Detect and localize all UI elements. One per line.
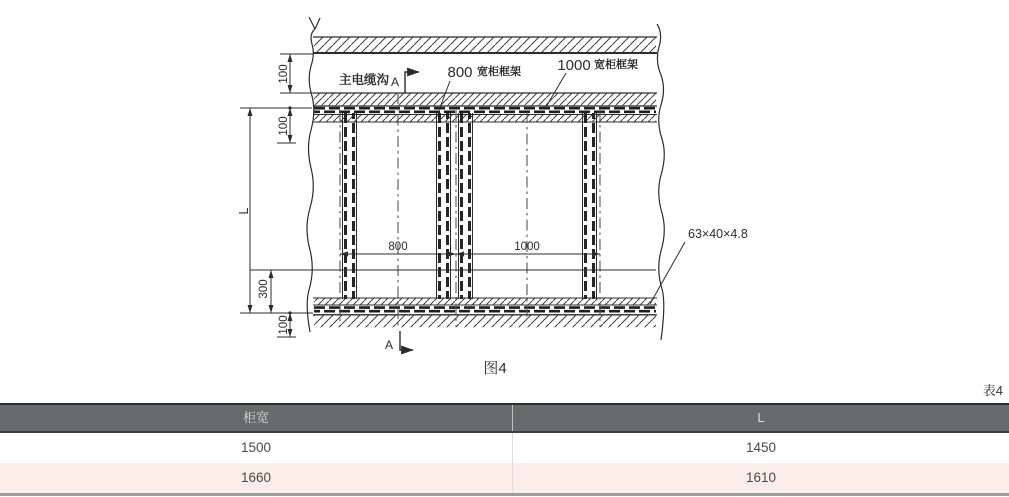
table-cell: 1610 xyxy=(512,463,1009,493)
table-cell: 1450 xyxy=(512,433,1009,463)
dim-length-L: L xyxy=(237,207,251,215)
table-header-cabinet-width: 柜宽 xyxy=(242,410,269,425)
table-header-row xyxy=(0,405,1009,433)
table-header-L: L xyxy=(512,405,1009,431)
bottom-inner-hatch-strip xyxy=(313,298,657,305)
frame-800-value: 800 xyxy=(447,64,473,81)
angle-steel-leader xyxy=(650,242,685,304)
dim-bottom-span: 300 xyxy=(258,279,270,299)
frame-1000-suffix: 宽柜框架 xyxy=(594,59,638,71)
table-bottom-border xyxy=(0,493,1009,496)
dim-cabinet-800: 800 xyxy=(388,241,408,253)
cabinet-frame-members xyxy=(343,113,597,299)
top-frame-member xyxy=(314,108,656,112)
cable-trench-label: 主电缆沟 xyxy=(338,73,390,87)
top-inner-hatch-strip xyxy=(313,115,657,123)
dim-trench-width: 100 xyxy=(278,64,290,84)
frame-1000-value: 1000 xyxy=(557,57,591,74)
angle-steel-spec: 63×40×4.8 xyxy=(688,227,748,241)
section-mark-top-arrow xyxy=(405,72,419,93)
section-mark-bottom-arrow xyxy=(400,331,413,350)
table-row xyxy=(0,463,1009,493)
frame-member xyxy=(343,113,357,299)
section-mark-top-label: A xyxy=(390,75,400,89)
data-table xyxy=(0,403,1009,496)
dimension-texts xyxy=(237,64,290,334)
table-cell: 1660 xyxy=(240,470,272,485)
table-row xyxy=(0,433,1009,463)
section-mark-bottom-label: A xyxy=(384,338,394,352)
bottom-frame-member xyxy=(314,308,656,312)
frame-member xyxy=(459,113,473,299)
frame-member xyxy=(437,113,451,299)
bottom-wall-band xyxy=(313,315,657,328)
table-tag: 表4 xyxy=(982,383,1003,398)
break-line-left xyxy=(307,17,320,332)
table-cell: 1500 xyxy=(240,440,272,455)
dim-cabinet-1000: 1000 xyxy=(514,241,540,253)
trench-inner-band xyxy=(313,93,657,106)
frame-800-suffix: 宽柜框架 xyxy=(477,66,521,78)
frame-member xyxy=(583,113,597,299)
dim-frame-inset: 100 xyxy=(278,116,290,136)
break-line-right xyxy=(657,24,664,340)
dim-bottom-inset: 100 xyxy=(278,315,290,335)
figure-caption: 图4 xyxy=(483,360,507,377)
top-wall-band xyxy=(313,37,657,53)
